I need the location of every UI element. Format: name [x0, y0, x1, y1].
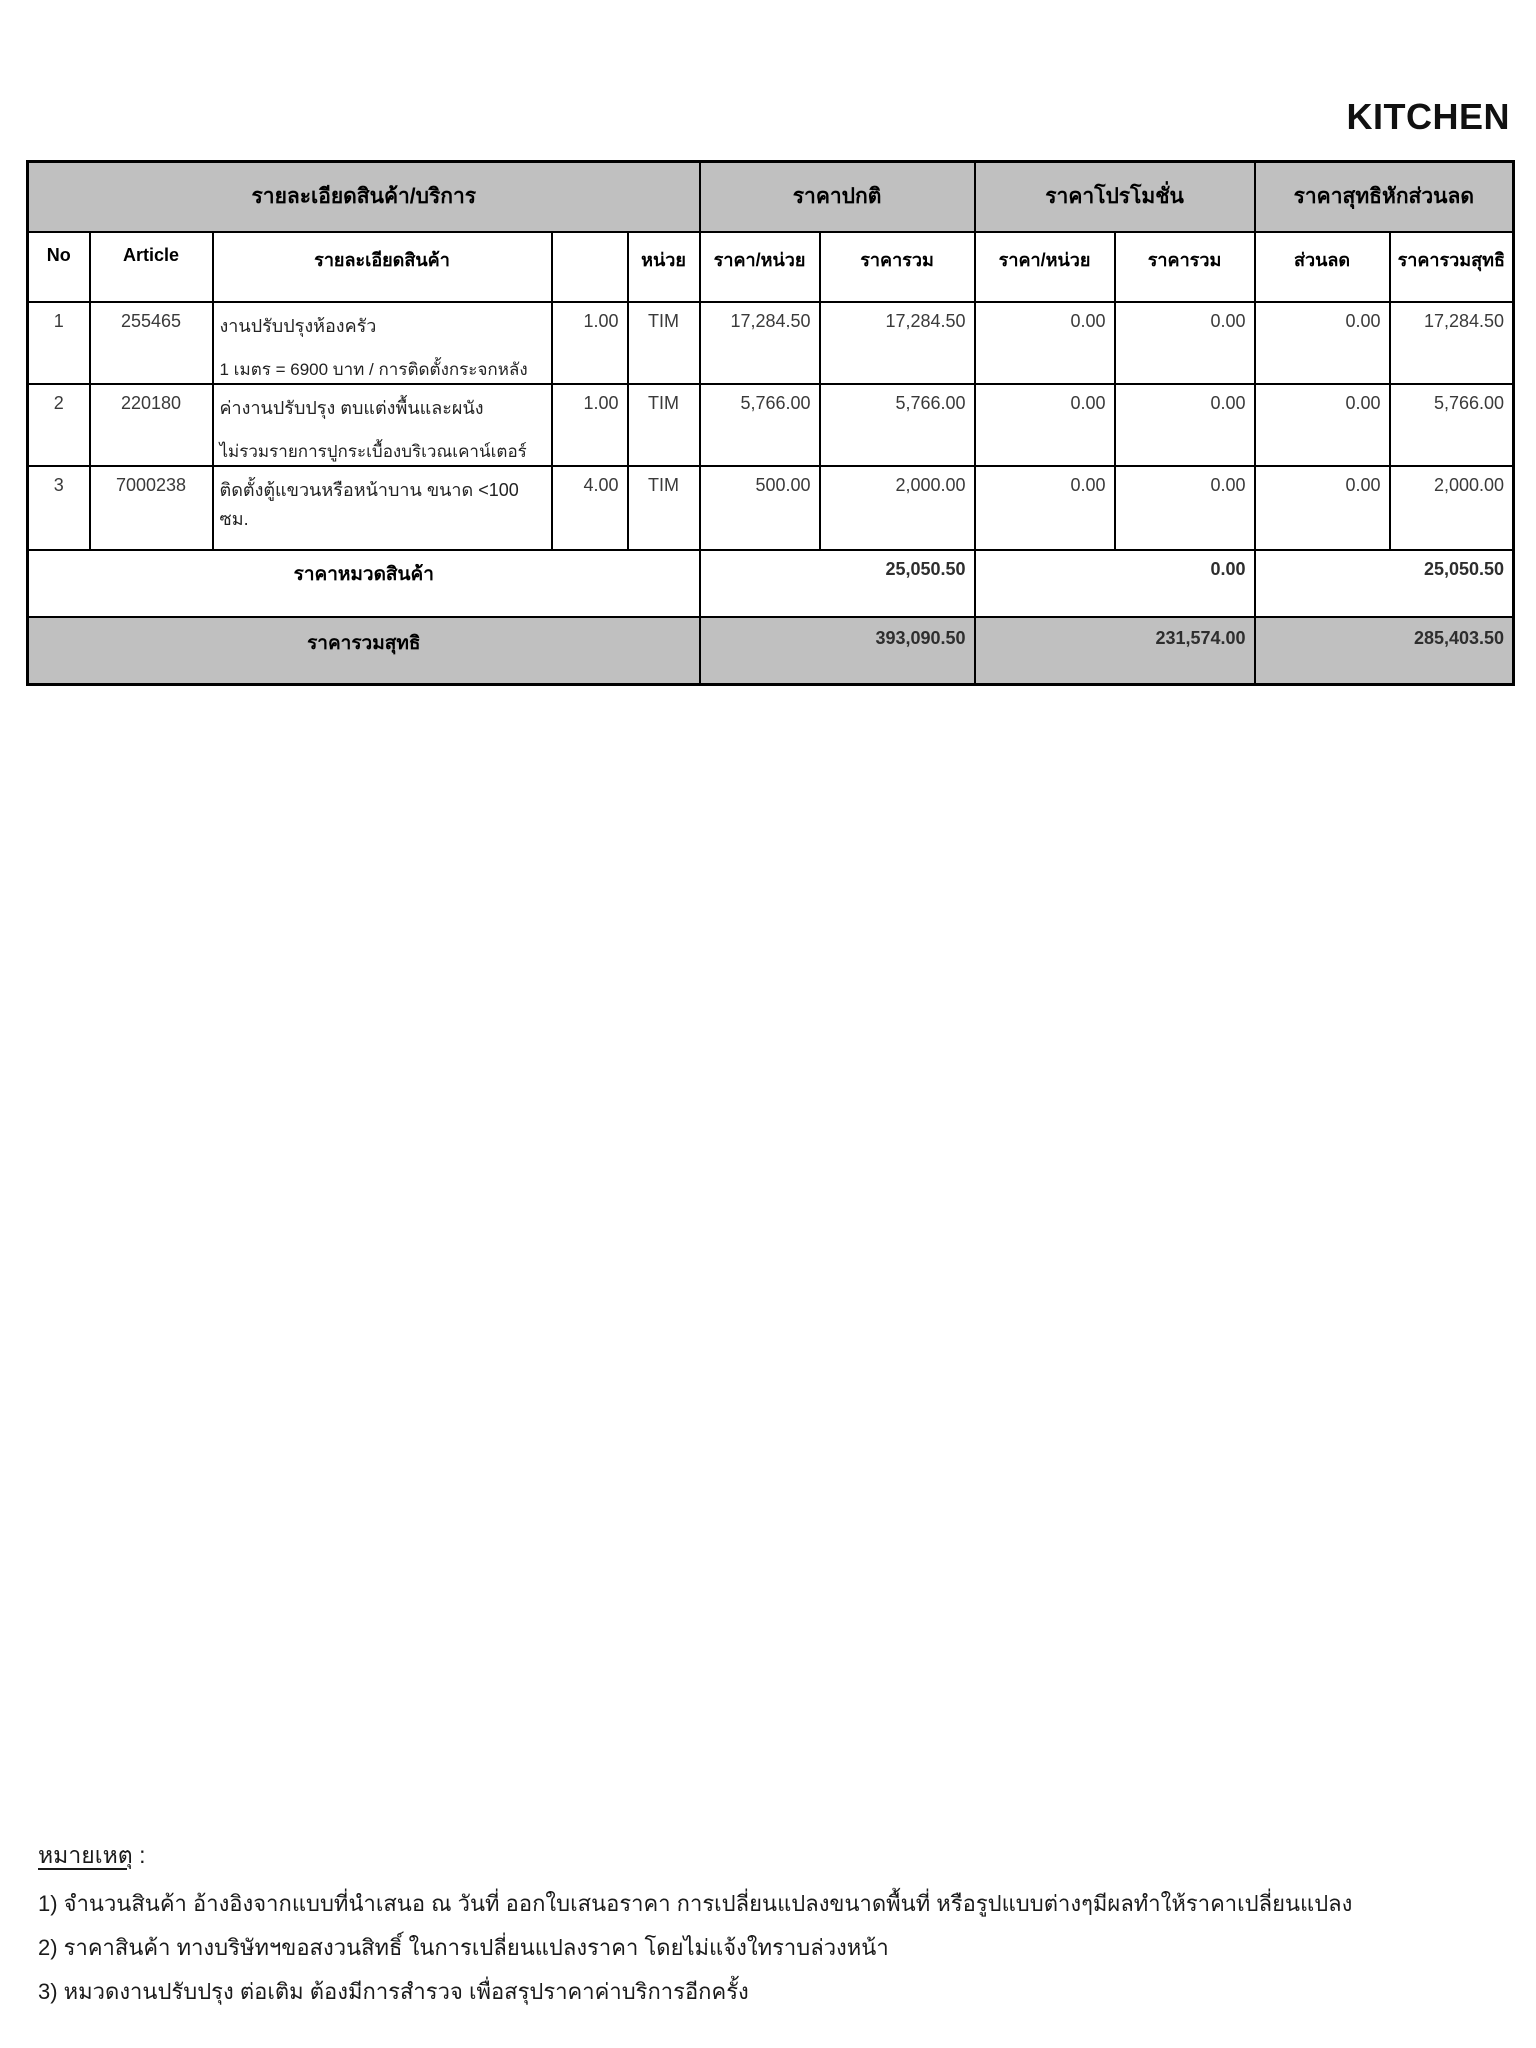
cell-net-total: 17,284.50: [1390, 302, 1514, 384]
cell-discount: 0.00: [1255, 384, 1390, 466]
cell-promo-total: 0.00: [1115, 384, 1255, 466]
col-header-promo-unit: ราคา/หน่วย: [975, 232, 1115, 302]
table-group-header-row: [28, 162, 1514, 232]
col-header-no: No: [28, 232, 90, 302]
description-line1: ติดตั้งตู้แขวนหรือหน้าบาน ขนาด <100 ซม.: [219, 479, 519, 529]
cell-qty: 1.00: [552, 302, 628, 384]
cell-promo-unit: 0.00: [975, 466, 1115, 550]
cell-no: 3: [28, 466, 90, 550]
description-line1: ค่างานปรับปรุง ตบแต่งพื้นและผนัง: [219, 397, 484, 418]
quotation-table: [26, 160, 1515, 686]
table-row: [28, 384, 1514, 466]
col-header-price-unit: ราคา/หน่วย: [700, 232, 820, 302]
cell-description: [213, 384, 552, 466]
group-header-details: รายละเอียดสินค้า/บริการ: [28, 162, 700, 232]
subtotal-label: ราคาหมวดสินค้า: [28, 550, 700, 617]
cell-price-unit: 5,766.00: [700, 384, 820, 466]
group-header-promo-price: ราคาโปรโมชั่น: [975, 162, 1255, 232]
notes-section: [38, 1838, 1498, 2020]
table-column-header-row: [28, 232, 1514, 302]
cell-article: 255465: [90, 302, 213, 384]
note-item-1: 1) จำนวนสินค้า อ้างอิงจากแบบที่นำเสนอ ณ วันที่ ออกใบเสนอราคา การเปลี่ยนแปลงขนาดพื้นที่ หรือรูปแบบต่างๆมีผลทำให้ราคาเปลี่ยนแปลง: [38, 1891, 1353, 1916]
col-header-description: รายละเอียดสินค้า: [213, 232, 552, 302]
col-header-price-total: ราคารวม: [820, 232, 975, 302]
cell-price-unit: 17,284.50: [700, 302, 820, 384]
cell-promo-unit: 0.00: [975, 384, 1115, 466]
cell-promo-unit: 0.00: [975, 302, 1115, 384]
col-header-discount: ส่วนลด: [1255, 232, 1390, 302]
cell-qty: 1.00: [552, 384, 628, 466]
description-line2: ไม่รวมรายการปูกระเบื้องบริเวณเคาน์เตอร์: [219, 441, 527, 461]
cell-net-total: 2,000.00: [1390, 466, 1514, 550]
cell-article: 220180: [90, 384, 213, 466]
grand-total-promo: 231,574.00: [975, 617, 1255, 685]
note-item-3: 3) หมวดงานปรับปรุง ต่อเติม ต้องมีการสำรวจ เพื่อสรุปราคาค่าบริการอีกครั้ง: [38, 1978, 749, 2004]
subtotal-normal: 25,050.50: [700, 550, 975, 617]
table-row: [28, 466, 1514, 550]
cell-discount: 0.00: [1255, 302, 1390, 384]
cell-qty: 4.00: [552, 466, 628, 550]
description-line2: 1 เมตร = 6900 บาท / การติดตั้งกระจกหลัง: [219, 359, 528, 379]
group-header-net-after-discount: ราคาสุทธิหักส่วนลด: [1255, 162, 1514, 232]
group-header-normal-price: ราคาปกติ: [700, 162, 975, 232]
cell-promo-total: 0.00: [1115, 302, 1255, 384]
grand-total-net: 285,403.50: [1255, 617, 1514, 685]
notes-heading: [38, 1838, 1498, 1874]
notes-heading-text: หมายเหตุ: [38, 1842, 133, 1868]
subtotal-row: [28, 550, 1514, 617]
page-title: KITCHEN: [1346, 96, 1510, 137]
cell-article: 7000238: [90, 466, 213, 550]
cell-discount: 0.00: [1255, 466, 1390, 550]
note-item-2: 2) ราคาสินค้า ทางบริษัทฯขอสงวนสิทธิ์ ในการเปลี่ยนแปลงราคา โดยไม่แจ้งใทราบล่วงหน้า: [38, 1934, 889, 1960]
subtotal-promo: 0.00: [975, 550, 1255, 617]
cell-description: [213, 466, 552, 550]
cell-no: 2: [28, 384, 90, 466]
cell-description: [213, 302, 552, 384]
cell-unit: TIM: [628, 302, 700, 384]
grand-total-row: [28, 617, 1514, 685]
col-header-net-total: ราคารวมสุทธิ: [1390, 232, 1514, 302]
grand-total-normal: 393,090.50: [700, 617, 975, 685]
cell-no: 1: [28, 302, 90, 384]
col-header-promo-total: ราคารวม: [1115, 232, 1255, 302]
cell-price-total: 2,000.00: [820, 466, 975, 550]
cell-unit: TIM: [628, 384, 700, 466]
col-header-qty: [552, 232, 628, 302]
notes-heading-colon: :: [132, 1842, 146, 1868]
subtotal-net: 25,050.50: [1255, 550, 1514, 617]
cell-promo-total: 0.00: [1115, 466, 1255, 550]
description-line1: งานปรับปรุงห้องครัว: [219, 315, 377, 336]
cell-price-unit: 500.00: [700, 466, 820, 550]
col-header-unit: หน่วย: [628, 232, 700, 302]
cell-price-total: 5,766.00: [820, 384, 975, 466]
col-header-article: Article: [90, 232, 213, 302]
grand-total-label: ราคารวมสุทธิ: [28, 617, 700, 685]
cell-price-total: 17,284.50: [820, 302, 975, 384]
table-row: [28, 302, 1514, 384]
cell-net-total: 5,766.00: [1390, 384, 1514, 466]
cell-unit: TIM: [628, 466, 700, 550]
